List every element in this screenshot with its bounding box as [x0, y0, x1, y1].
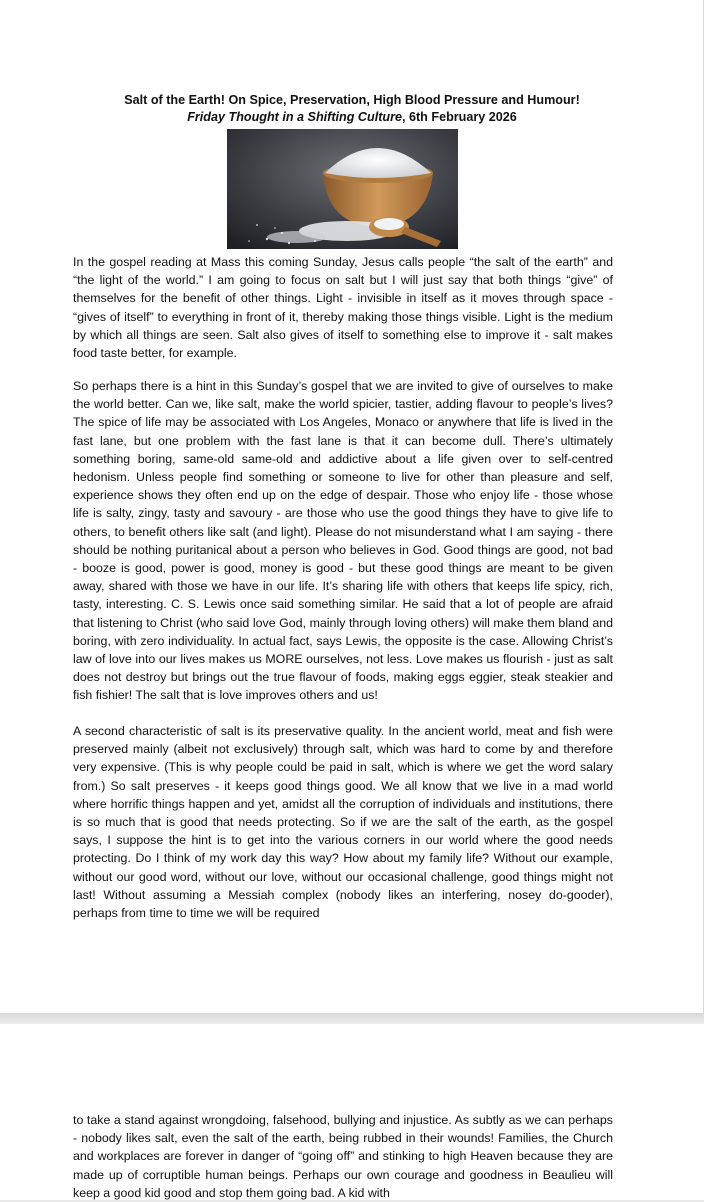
paragraph-4: to take a stand against wrongdoing, falsehood, bullying and injustice. As subtly as we can perhaps - nobody likes salt, even the salt of the earth, being rubbed in their wounds! Families, the Church and workplaces are forever in danger of “going off” and stinking to high Heaven because they are made up of corruptible human beings. Perhaps our own courage and goodness in Beaulieu will keep a good kid good and stop them going bad. A kid with [73, 1113, 613, 1200]
subtitle-date: , 6th February 2026 [401, 110, 517, 124]
document-title: Salt of the Earth! On Spice, Preservation, High Blood Pressure and Humour! [124, 93, 580, 107]
paragraph-2: So perhaps there is a hint in this Sunday’s gospel that we are invited to give of ourselves to make the world better. Can we, like salt, make the world spicier, tastier, adding flavour to people’s lives? The spice of life may be associated with Los Angeles, Monaco or anywhere that life is lived in the fast lane, but one problem with the fast lane is that it can become dull. There’s ultimately something boring, same-old same-old and addictive about a life given over to self-centred hedonism. Unless people find something or someone to live for other than pleasure and self, experience shows they often end up on the edge of despair. Those who enjoy life - those whose life is salty, zingy, tasty and savoury - are those who use the good things they have to give life to others, to benefit others like salt (and light). Please do not misunderstand what I am saying - there should be nothing puritanical about a person who believes in God. Good things are good, not bad - booze is good, power is good, money is good - but these good things are meant to be given away, shared with those we have in our life. It’s sharing life with others that keeps life spicy, rich, tasty, interesting. C. S. Lewis once said something similar. He said that a lot of people are afraid that listening to Christ (who said love God, mainly through loving others) will make them bland and boring, with zero individuality. In actual fact, says Lewis, the opposite is the case. Allowing Christ’s law of love into our lives makes us MORE ourselves, not less. Love makes us flourish - just as salt does not destroy but brings out the true flavour of foods, making eggs eggier, steak steakier and fish fishier! The salt that is love improves others and us! [73, 379, 613, 703]
page-separator [0, 1013, 704, 1024]
subtitle-series: Friday Thought in a Shifting Culture [187, 110, 402, 124]
salt-bowl-image [227, 129, 458, 249]
document-subtitle [40, 109, 664, 126]
paragraph-1: In the gospel reading at Mass this coming Sunday, Jesus calls people “the salt of the earth” and “the light of the world.” I am going to focus on salt but I will just say that both things “give” of themselves for the benefit of other things. Light - invisible in itself as it moves through space - “gives of itself” to everything in front of it, thereby making those things visible. Light is the medium by which all things are seen. Salt also gives of itself to something else to improve it - salt makes food taste better, for example. [73, 255, 613, 361]
paragraph-3: A second characteristic of salt is its preservative quality. In the ancient world, meat and fish were preserved mainly (albeit not exclusively) through salt, which was hard to come by and therefore very expensive. (This is why people could be paid in salt, which is where we get the word salary from.) So salt preserves - it keeps good things good. We all know that we live in a mad world where horrific things happen and yet, amidst all the corruption of individuals and institutions, there is so much that is good that needs protecting. So if we are the salt of the earth, as the gospel says, I suppose the hint is to get into the various corners in our world where the good needs protecting. Do I think of my work day this way? How about my family life? Without our example, without our good word, without our love, without our occasional challenge, good things might not last! Without assuming a Messiah complex (nobody likes an interfering, nosey do-gooder), perhaps from time to time we will be required [73, 724, 613, 921]
